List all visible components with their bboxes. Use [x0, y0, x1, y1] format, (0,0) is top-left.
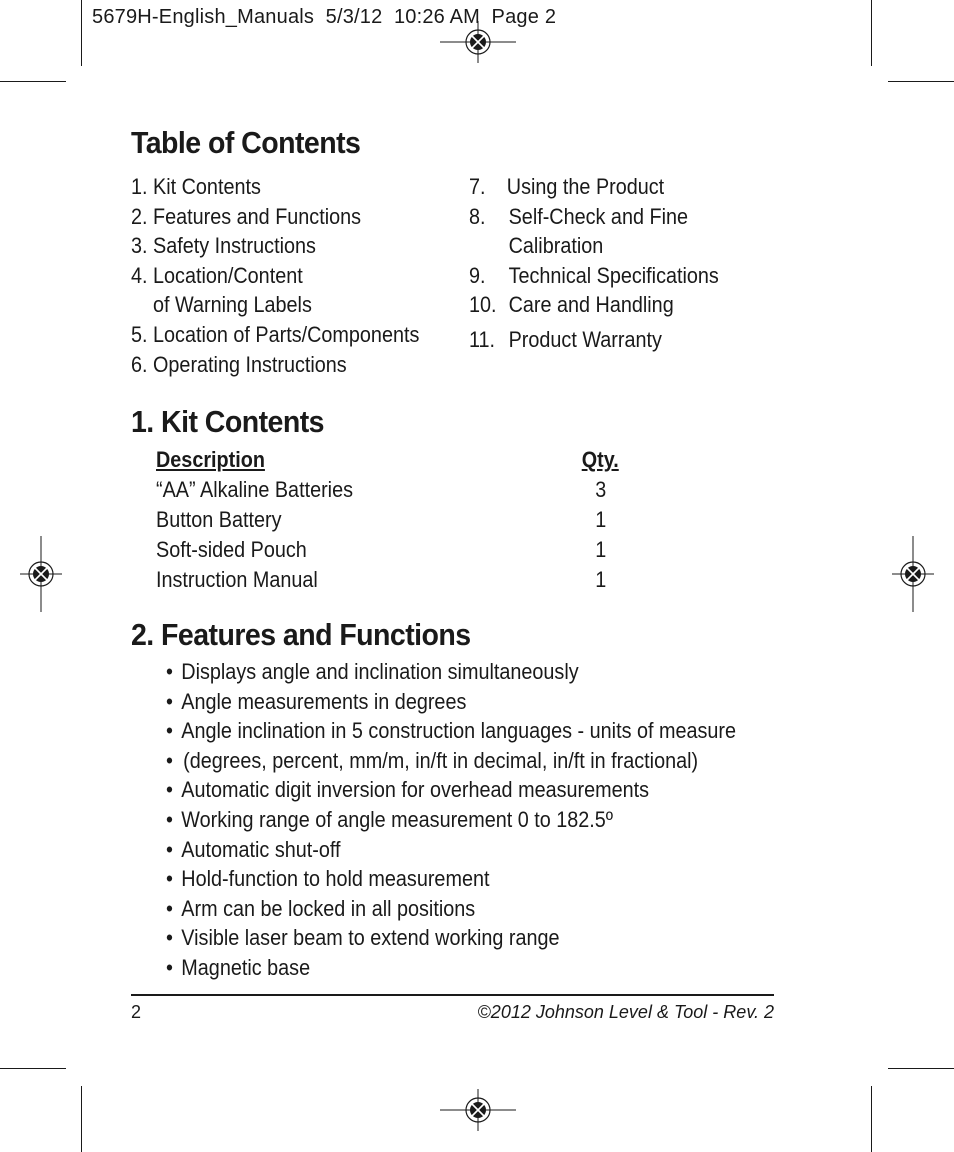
- crop-mark-tl-horizontal: [0, 81, 66, 82]
- toc-item-label: 1. Kit Contents: [131, 174, 261, 199]
- footer-rule: [131, 994, 774, 996]
- kit-item-description: Soft-sided Pouch: [156, 536, 307, 562]
- feature-item: • Hold-function to hold measurement: [166, 864, 736, 894]
- crop-mark-bl-vertical: [81, 1086, 82, 1152]
- toc-item[interactable]: [469, 202, 719, 232]
- crop-mark-br-vertical: [871, 1086, 872, 1152]
- toc-item-label: 2. Features and Functions: [131, 203, 362, 229]
- toc-item-number: 11.: [469, 326, 496, 352]
- toc-item[interactable]: [131, 202, 419, 232]
- feature-item-continuation: [166, 746, 736, 776]
- feature-item: • Angle measurements in degrees: [166, 687, 736, 717]
- crop-mark-tl-vertical: [81, 0, 82, 66]
- toc-item-label: Technical Specifications: [508, 262, 719, 288]
- toc-item[interactable]: [131, 231, 419, 261]
- feature-item: • Angle inclination in 5 construction languages - units of measure: [166, 716, 736, 746]
- toc-item-label: Product Warranty: [508, 326, 662, 352]
- kit-item-description: “AA” Alkaline Batteries: [156, 476, 353, 502]
- toc-item[interactable]: [469, 261, 719, 291]
- toc-item-number: 10.: [469, 292, 497, 318]
- kit-col-description: Description: [156, 447, 265, 472]
- toc-item-number: 7.: [469, 174, 486, 199]
- toc-item-label: 5. Location of Parts/Components: [131, 321, 420, 347]
- toc-item-number: 8.: [469, 203, 486, 229]
- toc-item[interactable]: [469, 172, 719, 202]
- feature-item: • Displays angle and inclination simultaneously: [166, 657, 736, 687]
- toc-item[interactable]: [131, 172, 419, 202]
- toc-item-label: Self-Check and Fine: [508, 203, 688, 229]
- feature-item: • Working range of angle measurement 0 to 182.5º: [166, 805, 736, 835]
- crop-mark-tr-horizontal: [888, 81, 954, 82]
- registration-mark-bottom-icon: [438, 1089, 518, 1131]
- toc-item[interactable]: [131, 261, 419, 291]
- kit-item-description: Button Battery: [156, 506, 282, 532]
- toc-item-label: Calibration: [508, 233, 604, 259]
- toc-item-continuation: [469, 231, 719, 261]
- toc-item-label: 6. Operating Instructions: [131, 351, 347, 377]
- feature-item: • Visible laser beam to extend working range: [166, 923, 736, 953]
- crop-mark-tr-vertical: [871, 0, 872, 66]
- toc-item[interactable]: [131, 350, 419, 380]
- crop-mark-br-horizontal: [888, 1068, 954, 1069]
- feature-continuation-text: (degrees, percent, mm/m, in/ft in decimal, in/ft in fractional): [183, 747, 699, 773]
- kit-item-description: Instruction Manual: [156, 566, 318, 592]
- kit-item-qty: 3: [595, 476, 607, 502]
- kit-item-qty: 1: [595, 536, 607, 562]
- feature-item: • Automatic digit inversion for overhead measurements: [166, 775, 736, 805]
- toc-title: Table of Contents: [131, 125, 361, 160]
- page-number: 2: [131, 1002, 142, 1022]
- kit-contents-title: 1. Kit Contents: [131, 404, 324, 439]
- kit-item-qty: 1: [595, 566, 607, 592]
- toc-item[interactable]: [131, 320, 419, 350]
- features-title: 2. Features and Functions: [131, 617, 471, 652]
- registration-mark-right-icon: [892, 534, 934, 614]
- toc-item-label: 3. Safety Instructions: [131, 233, 316, 259]
- kit-item-qty: 1: [595, 506, 607, 532]
- feature-item: • Magnetic base: [166, 953, 736, 983]
- kit-col-qty: Qty.: [581, 447, 619, 472]
- feature-item: • Automatic shut-off: [166, 835, 736, 865]
- toc-item-label: Using the Product: [506, 174, 665, 199]
- toc-item-label: 4. Location/Content: [131, 262, 303, 288]
- toc-item-number: 9.: [469, 262, 486, 288]
- toc-item[interactable]: [469, 325, 719, 355]
- toc-right-column: [469, 172, 719, 355]
- crop-mark-bl-horizontal: [0, 1068, 66, 1069]
- toc-item[interactable]: [469, 290, 719, 320]
- copyright-notice: ©2012 Johnson Level & Tool - Rev. 2: [477, 1002, 774, 1022]
- toc-left-column: [131, 172, 419, 379]
- print-slug: 5679H-English_Manuals 5/3/12 10:26 AM Page 2: [92, 6, 557, 28]
- toc-item-label: of Warning Labels: [131, 292, 312, 318]
- registration-mark-left-icon: [20, 534, 62, 614]
- feature-item: • Arm can be locked in all positions: [166, 894, 736, 924]
- features-list: [166, 657, 736, 983]
- toc-item-continuation: [131, 290, 419, 320]
- toc-item-label: Care and Handling: [508, 292, 674, 318]
